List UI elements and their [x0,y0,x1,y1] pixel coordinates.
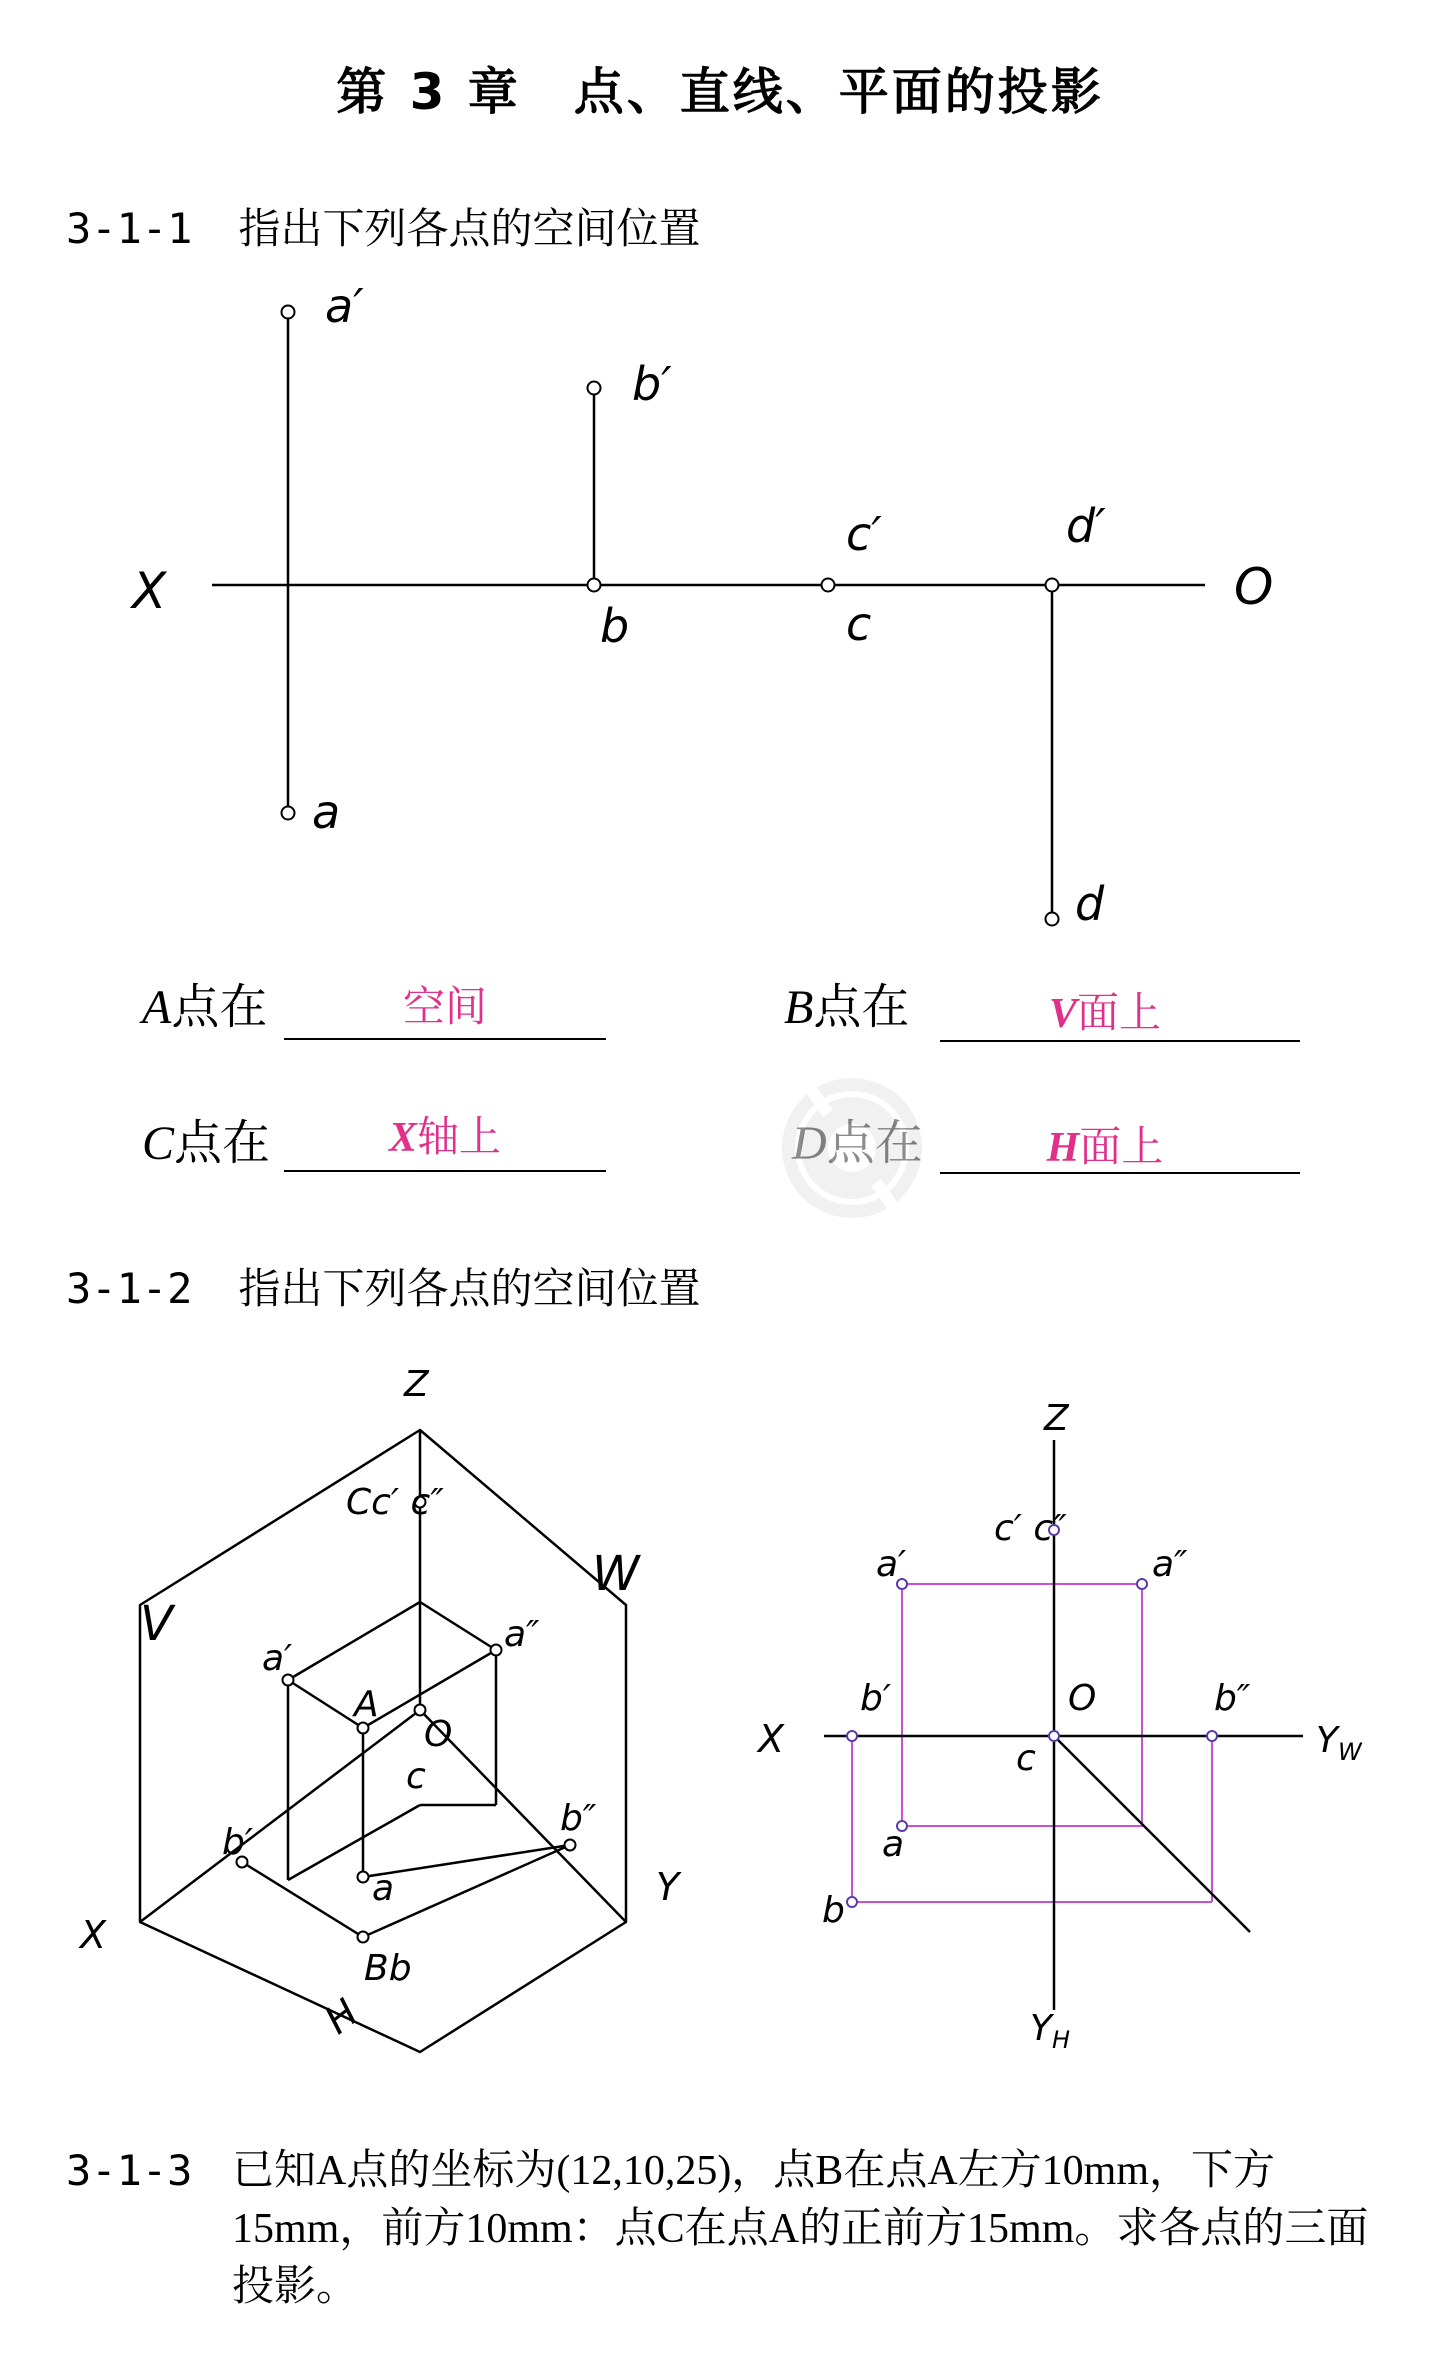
label-c: c [1016,1738,1036,1779]
point-a [282,807,295,820]
label-origin: O [1234,558,1274,616]
proj-line-b [242,1862,363,1937]
point-name: A [142,981,172,1034]
label-b-prime: b′ [860,1678,892,1719]
answer-prefix: 点在 [813,979,910,1035]
point-b-prime [588,382,601,395]
label-b-dprime: b″ [1214,1678,1251,1719]
section-title: 指出下列各点的空间位置 [238,1264,701,1313]
section-heading-3-1-1 [66,196,700,256]
point-a [358,1872,369,1883]
label-c-prime: c′ [846,507,882,561]
answer-a-value: 空间 [402,982,487,1031]
point-a-dprime [1137,1579,1147,1589]
point-name: C [142,1117,175,1170]
label-h-plane: H [316,1990,367,2043]
label-a-prime: a′ [325,279,364,333]
point-b [588,579,601,592]
label-b: b [822,1890,845,1931]
label-z: Z [1044,1400,1069,1439]
label-bb: Bb [364,1948,412,1989]
projection-diagram-3-1-1 [0,260,1440,960]
point-name: B [784,981,814,1034]
label-a: a [312,785,341,839]
answer-a-row [142,968,267,1037]
label-b: b [600,599,630,653]
section-number: 3-1-3 [66,2146,193,2195]
watermark-seal [752,1048,952,1248]
label-x: X [80,1913,107,1957]
answer-b-value: V面上 [1048,988,1162,1037]
point-d [1046,913,1059,926]
label-A: A [354,1684,379,1725]
label-c: c [406,1756,426,1797]
point-Bb [358,1932,369,1943]
answer-prefix: 点在 [171,979,268,1035]
point-d-prime [1046,579,1059,592]
answer-b-underline[interactable] [940,1040,1300,1042]
answer-a-underline[interactable] [284,1038,606,1040]
label-a-dprime: a″ [1152,1544,1188,1585]
label-o: O [1068,1678,1097,1719]
label-d: d [1075,877,1105,931]
problem-text: 已知A点的坐标为(12,10,25)，点B在点A左方10mm，下方15mm，前方10mm：点C在点A的正前方15mm。求各点的三面投影。 [232,2148,1369,2310]
point-b-dprime [565,1840,576,1851]
answer-c-row [142,1104,270,1173]
label-x-axis: X [132,562,167,620]
label-a-prime: a′ [876,1544,907,1585]
label-b-prime: b′ [632,357,672,411]
label-d-prime: d′ [1066,499,1106,553]
label-z: Z [404,1364,429,1405]
label-a-prime: a′ [262,1638,293,1679]
answer-prefix: 点在 [174,1115,271,1171]
label-c: c [846,597,872,651]
label-w-plane: W [592,1546,640,1602]
answer-d-value: H面上 [1046,1122,1164,1171]
cube-edge [288,1805,420,1880]
label-yh: $Y_H$ [1030,2008,1071,2050]
cube-top [288,1602,496,1728]
label-yw: $Y_W$ [1316,1720,1362,1766]
label-o: O [424,1714,453,1755]
answer-c-underline[interactable] [284,1170,606,1172]
label-a: a [372,1868,395,1909]
label-a-dprime: a″ [504,1614,540,1655]
label-cc: Cc′ c″ [346,1482,444,1523]
three-view-projection-diagram [720,1400,1420,2050]
isometric-diagram [0,1340,720,2060]
section-number: 3-1-1 [66,204,193,253]
section-title: 指出下列各点的空间位置 [238,204,701,253]
point-b [847,1897,857,1907]
point-c [1049,1731,1059,1741]
label-y: Y [656,1865,680,1909]
answer-c-value: X轴上 [388,1112,502,1161]
chapter-title: 第 3 章 点、直线、平面的投影 [336,63,1104,121]
label-c-pair: c′ c″ [994,1508,1067,1549]
label-b-prime: b′ [222,1822,254,1863]
label-x: X [758,1717,785,1761]
point-b-prime [847,1731,857,1741]
answer-b-row [784,968,909,1037]
label-v-plane: V [140,1596,173,1652]
section-heading-3-1-2 [66,1256,700,1316]
section-number: 3-1-2 [66,1264,193,1313]
label-a: a [882,1824,905,1865]
point-a-prime [282,306,295,319]
section-3-1-3 [66,2142,1386,2316]
point-b-dprime [1207,1731,1217,1741]
point-c [822,579,835,592]
point-a-dprime [491,1645,502,1656]
label-b-dprime: b″ [560,1798,597,1839]
